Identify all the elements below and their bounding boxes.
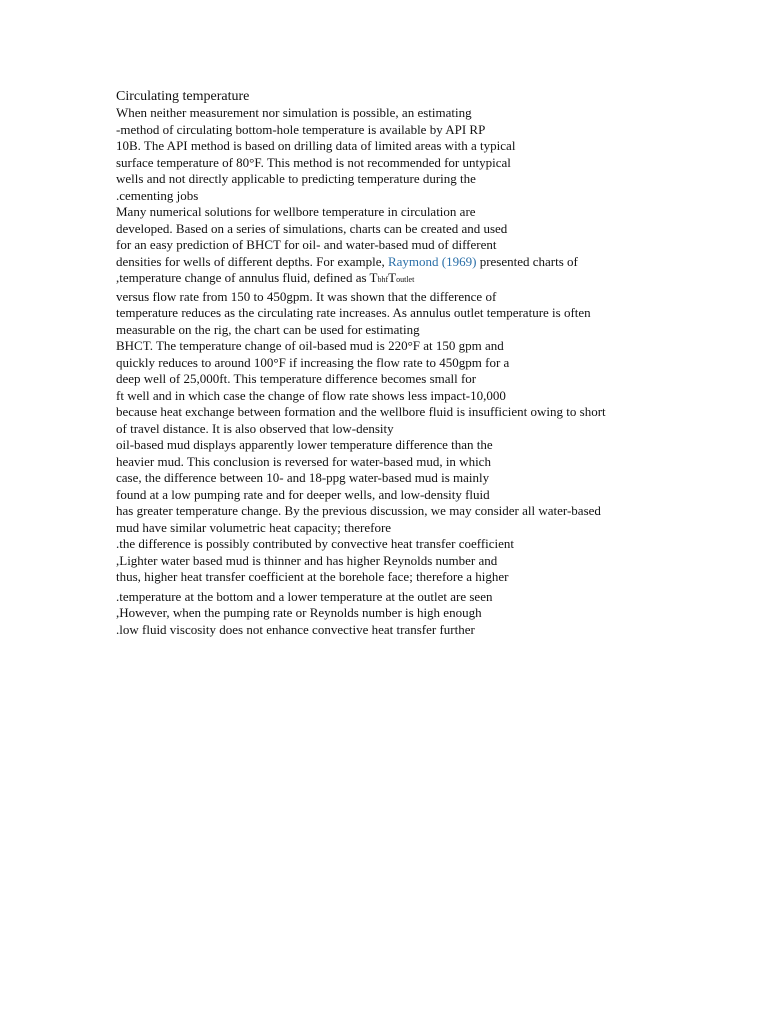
subscript-bhf: bhf	[377, 275, 389, 284]
text-line: heavier mud. This conclusion is reversed for water-based mud, in which	[116, 453, 491, 469]
text-line: BHCT. The temperature change of oil-based mud is 220°F at 150 gpm and	[116, 338, 504, 353]
formula-mid: T	[388, 270, 397, 285]
paragraph-block-a	[116, 105, 676, 289]
ref-text-after: presented charts of	[476, 253, 578, 269]
text-line: measurable on the rig, the chart can be used for estimating	[116, 321, 420, 337]
text-line: mud have similar volumetric heat capacity; therefore	[116, 519, 392, 535]
text-line: case, the difference between 10- and 18-ppg water-based mud is mainly	[116, 470, 490, 485]
text-line-with-formula	[116, 270, 676, 289]
text-line: found at a low pumping rate and for deeper wells, and low-density fluid	[116, 486, 490, 502]
text-line: temperature reduces as the circulating rate increases. As annulus outlet temperature is often	[116, 305, 591, 320]
paragraph-block-b	[116, 289, 676, 586]
document-page	[116, 88, 676, 638]
text-line: ft well and in which case the change of flow rate shows less impact-10,000	[116, 387, 506, 403]
text-line-with-reference	[116, 254, 676, 271]
text-line: .low fluid viscosity does not enhance convective heat transfer further	[116, 621, 475, 637]
text-line: When neither measurement nor simulation is possible, an estimating	[116, 105, 472, 120]
text-line: of travel distance. It is also observed that low-density	[116, 420, 394, 436]
text-line: has greater temperature change. By the previous discussion, we may consider all water-based	[116, 503, 601, 518]
text-line: oil-based mud displays apparently lower temperature difference than the	[116, 437, 493, 452]
text-line: because heat exchange between formation and the wellbore fluid is insufficient owing to short	[116, 404, 606, 419]
text-line: Many numerical solutions for wellbore temperature in circulation are	[116, 204, 476, 219]
subscript-outlet: outlet	[396, 275, 415, 284]
citation-link[interactable]: Raymond (1969)	[387, 253, 477, 269]
text-line: versus flow rate from 150 to 450gpm. It was shown that the difference of	[116, 288, 497, 304]
formula-text: ,temperature change of annulus fluid, defined as T	[116, 270, 378, 285]
paragraph-block-c	[116, 589, 676, 639]
text-line: developed. Based on a series of simulations, charts can be created and used	[116, 220, 508, 236]
text-line: ,However, when the pumping rate or Reynolds number is high enough	[116, 605, 482, 620]
text-line: surface temperature of 80°F. This method is not recommended for untypical	[116, 154, 511, 170]
text-line: thus, higher heat transfer coefficient at the borehole face; therefore a higher	[116, 569, 509, 584]
text-line: deep well of 25,000ft. This temperature difference becomes small for	[116, 371, 477, 386]
text-line: .the difference is possibly contributed by convective heat transfer coefficient	[116, 536, 515, 551]
text-line: 10B. The API method is based on drilling data of limited areas with a typical	[116, 138, 516, 153]
text-line: .temperature at the bottom and a lower temperature at the outlet are seen	[116, 588, 493, 604]
text-line: wells and not directly applicable to predicting temperature during the	[116, 171, 476, 186]
text-line: ,Lighter water based mud is thinner and has higher Reynolds number and	[116, 552, 498, 568]
text-line: quickly reduces to around 100°F if increasing the flow rate to 450gpm for a	[116, 354, 510, 370]
ref-text-before: densities for wells of different depths. For example,	[116, 253, 388, 269]
section-title: Circulating temperature	[116, 89, 250, 104]
text-line: for an easy prediction of BHCT for oil- and water-based mud of different	[116, 237, 497, 252]
text-line: .cementing jobs	[116, 187, 199, 203]
text-line: -method of circulating bottom-hole temperature is available by API RP	[116, 121, 486, 137]
